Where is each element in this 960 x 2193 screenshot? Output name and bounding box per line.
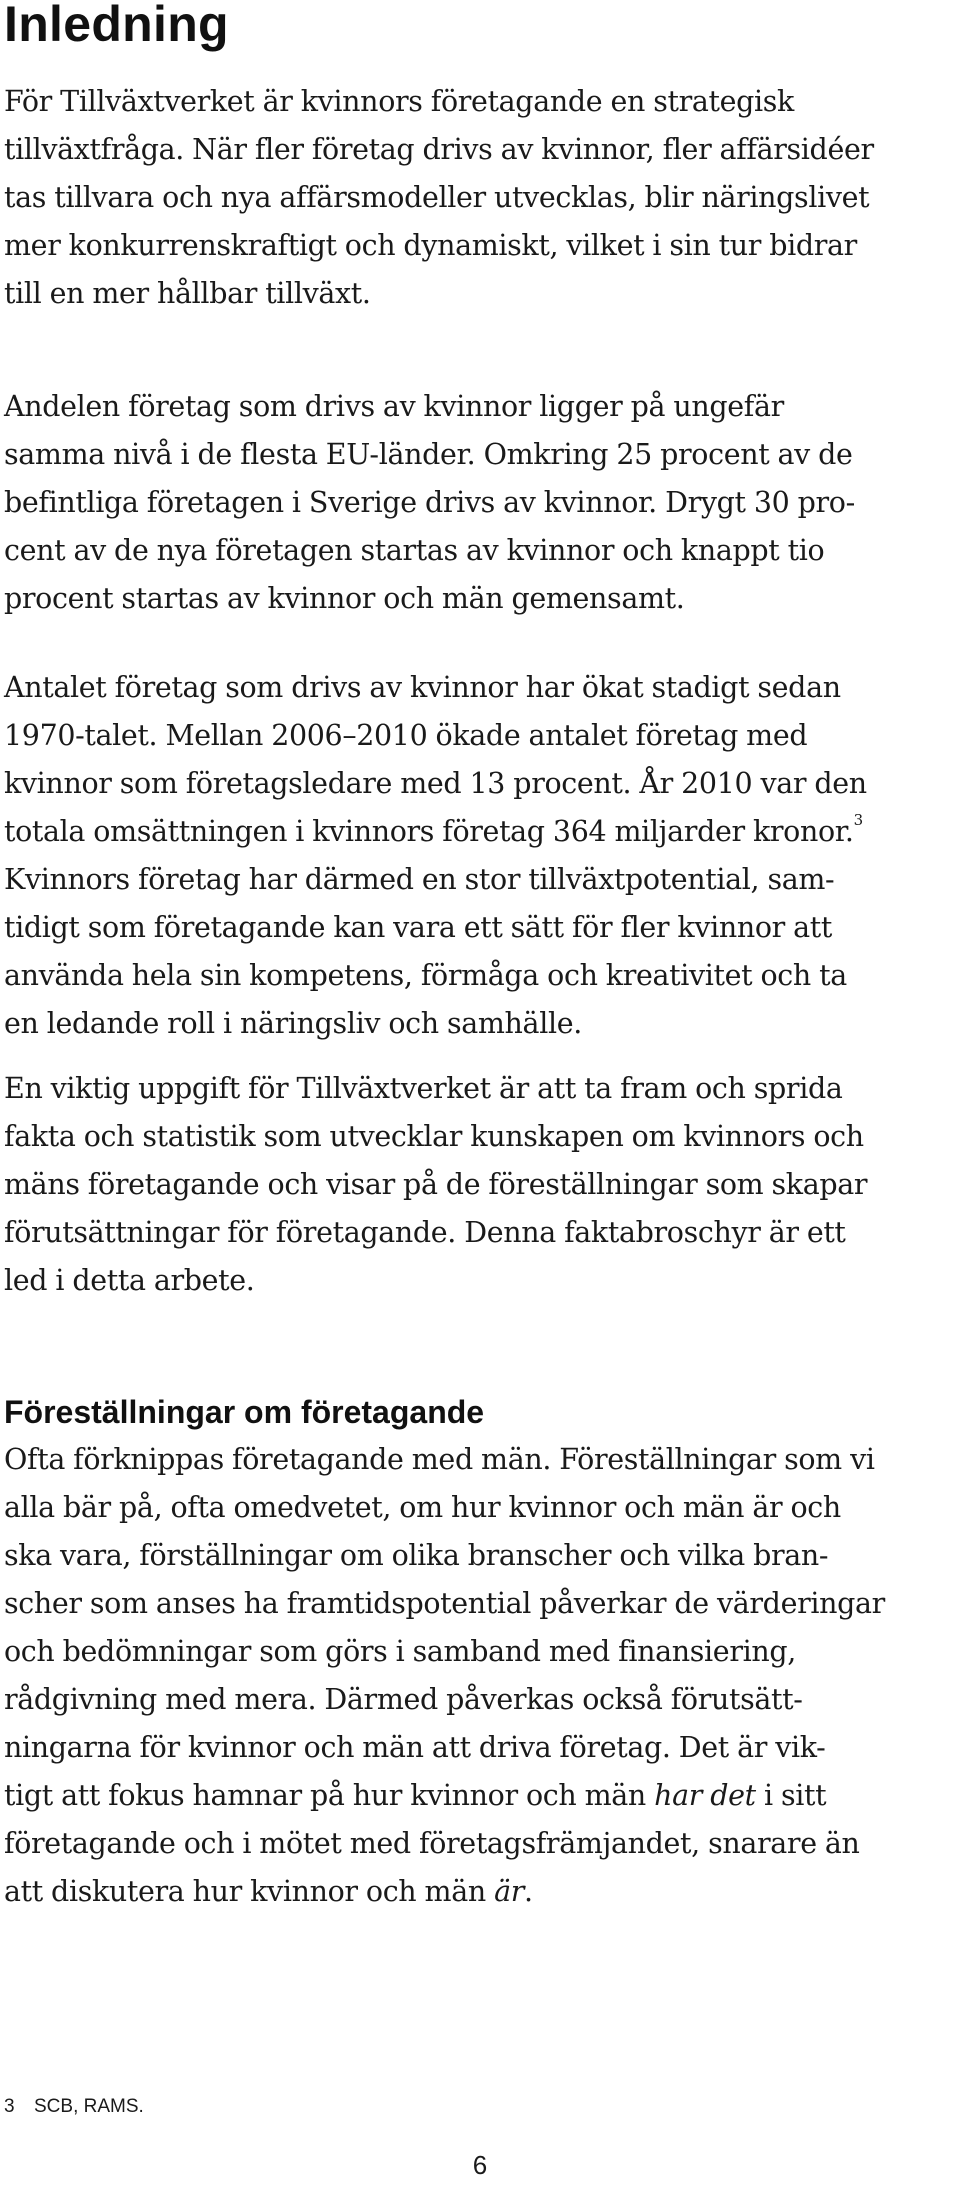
footnote-reference: 3 xyxy=(853,811,863,829)
paragraph-perceptions xyxy=(4,1436,956,1916)
paragraph-share xyxy=(4,383,956,623)
text-line-content: att diskutera hur kvinnor och män xyxy=(4,1875,495,1908)
section-heading: Föreställningar om företagande xyxy=(4,1394,485,1430)
text-line: använda hela sin kompetens, förmåga och kreativitet och ta xyxy=(4,959,847,992)
text-line: Ofta förknippas företagande med män. Föreställningar som vi xyxy=(4,1443,875,1476)
text-line: fakta och statistik som utvecklar kunskapen om kvinnors och xyxy=(4,1120,864,1153)
text-line-content: i sitt xyxy=(755,1779,827,1812)
text-line: tas tillvara och nya affärsmodeller utvecklas, blir näringslivet xyxy=(4,181,870,214)
text-line: mäns företagande och visar på de föreställningar som skapar xyxy=(4,1168,868,1201)
text-line: befintliga företagen i Sverige drivs av kvinnor. Drygt 30 pro- xyxy=(4,486,855,519)
text-line-content: . xyxy=(523,1875,533,1908)
footnote xyxy=(4,2094,144,2120)
text-line: 1970-talet. Mellan 2006–2010 ökade antalet företag med xyxy=(4,719,808,752)
text-line: rådgivning med mera. Därmed påverkas också förutsätt- xyxy=(4,1683,803,1716)
text-line: och bedömningar som görs i samband med finansiering, xyxy=(4,1635,796,1668)
text-line: Andelen företag som drivs av kvinnor ligger på ungefär xyxy=(4,390,784,423)
text-line: förutsättningar för företagande. Denna faktabroschyr är ett xyxy=(4,1216,846,1249)
text-line: ska vara, förställningar om olika branscher och vilka bran- xyxy=(4,1539,829,1572)
text-line: tillväxtfråga. När fler företag drivs av kvinnor, fler affärsidéer xyxy=(4,133,874,166)
footnote-text: SCB, RAMS. xyxy=(34,2096,144,2117)
text-line: cent av de nya företagen startas av kvinnor och knappt tio xyxy=(4,534,825,567)
text-line: alla bär på, ofta omedvetet, om hur kvinnor och män är och xyxy=(4,1491,841,1524)
text-line-content: totala omsättningen i kvinnors företag 364 miljarder kronor. xyxy=(4,815,854,848)
page-title: Inledning xyxy=(4,0,229,52)
text-line: kvinnor som företagsledare med 13 procent. År 2010 var den xyxy=(4,767,867,800)
text-line: samma nivå i de flesta EU-länder. Omkring 25 procent av de xyxy=(4,438,853,471)
text-line: en ledande roll i näringsliv och samhälle. xyxy=(4,1007,582,1040)
text-line: procent startas av kvinnor och män gemensamt. xyxy=(4,582,685,615)
text-line: scher som anses ha framtidspotential påverkar de värderingar xyxy=(4,1587,885,1620)
text-line-content: tigt att fokus hamnar på hur kvinnor och män xyxy=(4,1779,655,1812)
text-line: företagande och i mötet med företagsfrämjandet, snarare än xyxy=(4,1827,860,1860)
text-line: Kvinnors företag har därmed en stor tillväxtpotential, sam- xyxy=(4,863,835,896)
text-line: Antalet företag som drivs av kvinnor har ökat stadigt sedan xyxy=(4,671,841,704)
text-line: mer konkurrenskraftigt och dynamiskt, vilket i sin tur bidrar xyxy=(4,229,857,262)
emphasis-text: är xyxy=(494,1875,524,1908)
text-line: till en mer hållbar tillväxt. xyxy=(4,277,371,310)
text-line xyxy=(4,1868,956,1916)
text-line: För Tillväxtverket är kvinnors företagande en strategisk xyxy=(4,85,794,118)
text-line: tidigt som företagande kan vara ett sätt för fler kvinnor att xyxy=(4,911,832,944)
text-line xyxy=(4,1772,956,1820)
text-line: ningarna för kvinnor och män att driva företag. Det är vik- xyxy=(4,1731,826,1764)
emphasis-text: har det xyxy=(654,1779,756,1812)
paragraph-growth xyxy=(4,664,956,1048)
text-line xyxy=(4,808,956,856)
paragraph-intro xyxy=(4,78,956,318)
paragraph-task xyxy=(4,1065,956,1305)
page-number: 6 xyxy=(472,2150,488,2180)
footnote-number: 3 xyxy=(4,2096,15,2117)
text-line: led i detta arbete. xyxy=(4,1264,255,1297)
text-line: En viktig uppgift för Tillväxtverket är att ta fram och sprida xyxy=(4,1072,843,1105)
